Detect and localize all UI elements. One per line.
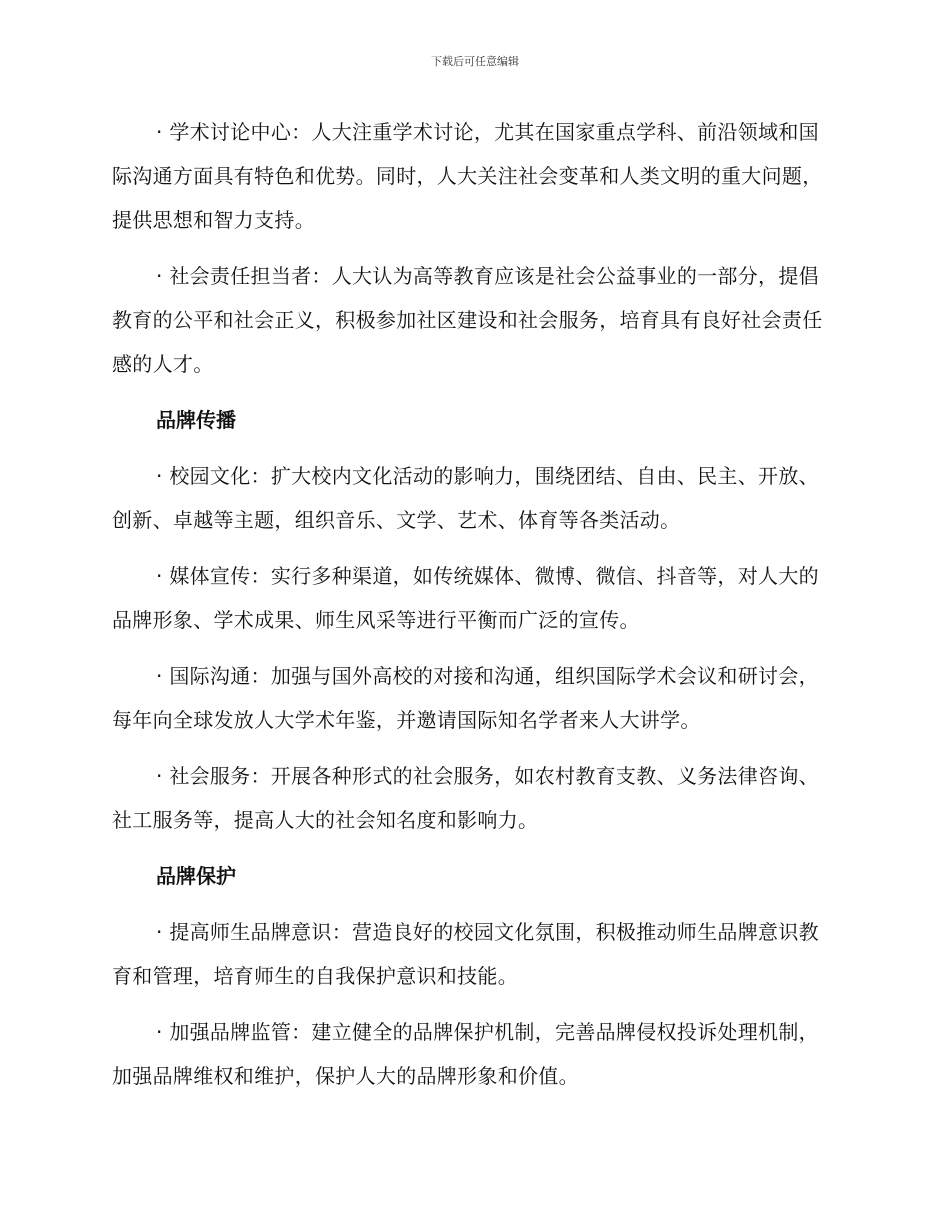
paragraph-international-communication: · 国际沟通：加强与国外高校的对接和沟通，组织国际学术会议和研讨会，每年向全球发放人大学术年鉴，并邀请国际知名学者来人大讲学。	[112, 664, 819, 732]
section-heading-brand-protection: 品牌保护	[156, 864, 236, 888]
paragraph-social-responsibility: · 社会责任担当者：人大认为高等教育应该是社会公益事业的一部分，提倡教育的公平和社会正义，积极参加社区建设和社会服务，培育具有良好社会责任感的人才。	[112, 264, 823, 376]
page-header: 下载后可任意编辑	[431, 55, 519, 68]
paragraph-social-service: · 社会服务：开展各种形式的社会服务，如农村教育支教、义务法律咨询、社工服务等，提高人大的社会知名度和影响力。	[112, 764, 819, 832]
paragraph-media-publicity: · 媒体宣传：实行多种渠道，如传统媒体、微博、微信、抖音等，对人大的品牌形象、学术成果、师生风采等进行平衡而广泛的宣传。	[112, 564, 819, 632]
document-body	[112, 110, 832, 1098]
paragraph-brand-awareness: · 提高师生品牌意识：营造良好的校园文化氛围，积极推动师生品牌意识教育和管理，培育师生的自我保护意识和技能。	[112, 920, 819, 988]
paragraph-academic-center: · 学术讨论中心：人大注重学术讨论，尤其在国家重点学科、前沿领域和国际沟通方面具有特色和优势。同时，人大关注社会变革和人类文明的重大问题，提供思想和智力支持。	[112, 120, 823, 232]
paragraph-brand-supervision: · 加强品牌监管：建立健全的品牌保护机制，完善品牌侵权投诉处理机制，加强品牌维权和维护，保护人大的品牌形象和价值。	[112, 1020, 819, 1088]
paragraph-campus-culture: · 校园文化：扩大校内文化活动的影响力，围绕团结、自由、民主、开放、创新、卓越等主题，组织音乐、文学、艺术、体育等各类活动。	[112, 464, 819, 532]
section-heading-brand-communication: 品牌传播	[156, 408, 236, 432]
